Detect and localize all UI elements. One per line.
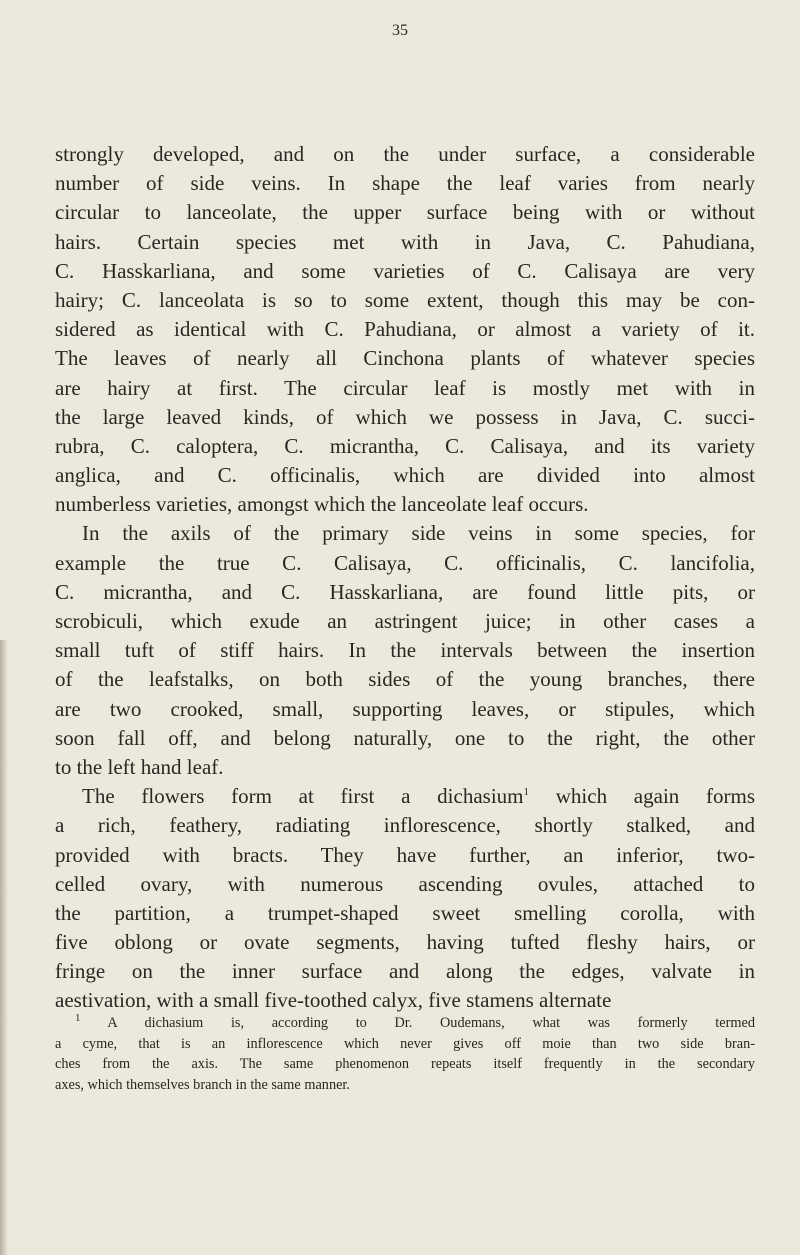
text-line: five oblong or ovate segments, having tufted fleshy hairs, or (55, 930, 755, 955)
body-text (55, 140, 755, 1016)
text-line: C. Hasskarliana, and some varieties of C. Calisaya are very (55, 258, 755, 283)
text-line: the large leaved kinds, of which we possess in Java, C. succi- (55, 404, 755, 429)
text-line (55, 782, 755, 811)
footnote-marker: 1 (75, 1012, 81, 1025)
text-line: sidered as identical with C. Pahudiana, or almost a variety of it. (55, 317, 755, 342)
text-line: are hairy at first. The circular leaf is mostly met with in (55, 375, 755, 400)
text-line: to the left hand leaf. (55, 754, 224, 779)
text-line: of the leafstalks, on both sides of the young branches, there (55, 667, 755, 692)
text-line: anglica, and C. officinalis, which are divided into almost (55, 463, 755, 488)
text-line: celled ovary, with numerous ascending ovules, attached to (55, 871, 755, 896)
page-binding-shadow (0, 640, 8, 1255)
footnote (55, 1013, 755, 1095)
footnote-line: a cyme, that is an inflorescence which never gives off moie than two side bran- (55, 1035, 755, 1052)
text-line: rubra, C. caloptera, C. micrantha, C. Calisaya, and its variety (55, 433, 755, 458)
text-line: example the true C. Calisaya, C. officinalis, C. lancifolia, (55, 550, 755, 575)
footnote-reference[interactable]: 1 (523, 786, 529, 799)
footnote-line: ches from the axis. The same phenomenon repeats itself frequently in the secondary (55, 1056, 755, 1072)
text-line: In the axils of the primary side veins in some species, for (82, 521, 755, 546)
text-segment: which again forms (555, 784, 756, 809)
text-line: strongly developed, and on the under surface, a considerable (55, 142, 755, 166)
footnote-line (55, 1013, 755, 1034)
text-segment: The flowers form at first a dichasium (82, 784, 524, 809)
text-line: provided with bracts. They have further, an inferior, two- (55, 842, 755, 867)
text-line: a rich, feathery, radiating inflorescence, shortly stalked, and (55, 813, 755, 838)
text-line: The leaves of nearly all Cinchona plants of whatever species (55, 346, 755, 371)
text-line: soon fall off, and belong naturally, one to the right, the other (55, 725, 755, 750)
footnote-line: axes, which themselves branch in the same manner. (55, 1076, 350, 1093)
page-number: 35 (392, 22, 408, 39)
text-line: small tuft of stiff hairs. In the intervals between the insertion (55, 638, 755, 663)
text-line: aestivation, with a small five-toothed calyx, five stamens alternate (55, 988, 612, 1013)
text-line: numberless varieties, amongst which the lanceolate leaf occurs. (55, 492, 589, 517)
text-line: the partition, a trumpet-shaped sweet smelling corolla, with (55, 900, 755, 925)
text-line: circular to lanceolate, the upper surface being with or without (55, 200, 755, 225)
text-line: scrobiculi, which exude an astringent juice; in other cases a (55, 609, 755, 633)
text-line: fringe on the inner surface and along the edges, valvate in (55, 959, 755, 984)
text-line: C. micrantha, and C. Hasskarliana, are found little pits, or (55, 579, 755, 604)
text-line: hairy; C. lanceolata is so to some extent, though this may be con- (55, 287, 755, 312)
text-line: are two crooked, small, supporting leaves, or stipules, which (55, 696, 755, 721)
text-line: hairs. Certain species met with in Java, C. Pahudiana, (55, 229, 755, 254)
footnote-text: A dichasium is, according to Dr. Oudemans, what was formerly termed (107, 1015, 755, 1031)
text-line: number of side veins. In shape the leaf varies from nearly (55, 171, 755, 196)
